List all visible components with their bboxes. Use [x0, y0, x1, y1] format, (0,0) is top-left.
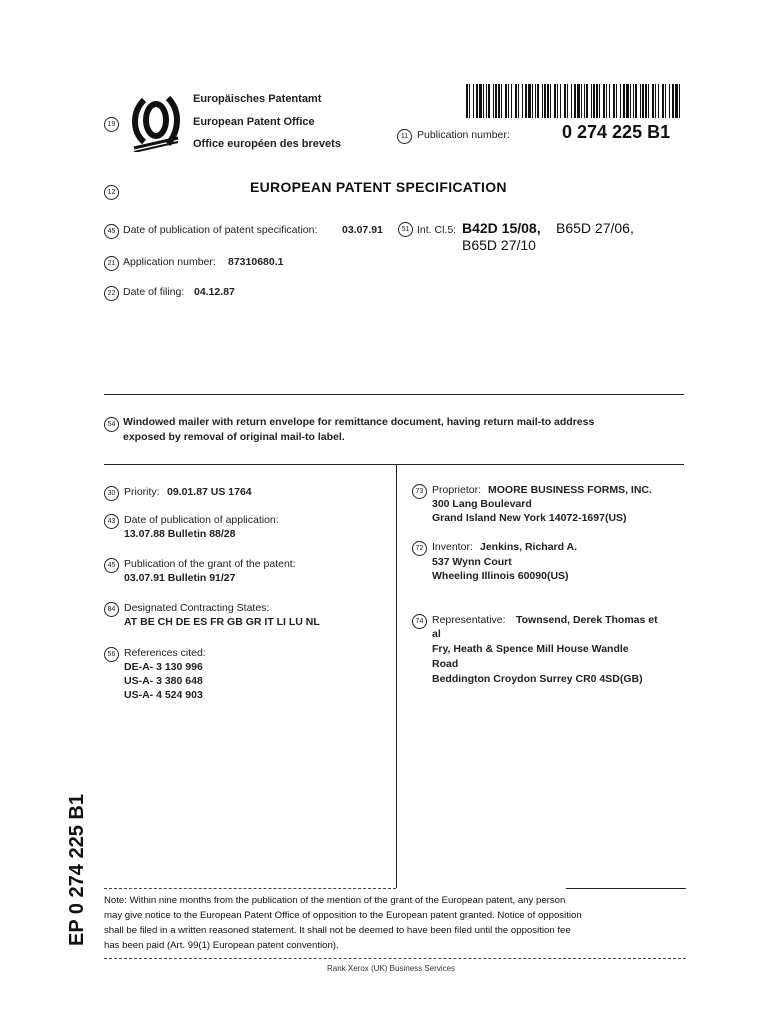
proprietor-address-1: 300 Lang Boulevard: [432, 498, 532, 510]
representative-address-1: Fry, Heath & Spence Mill House Wandle: [432, 643, 629, 655]
code-43-circle: 43: [104, 514, 119, 529]
footer-printer: Rank Xerox (UK) Business Services: [327, 964, 456, 973]
grant-label: Publication of the grant of the patent:: [124, 558, 296, 570]
code-73-circle: 73: [412, 484, 427, 499]
code-74-circle: 74: [412, 614, 427, 629]
barcode-bar: [469, 84, 470, 118]
filing-date: 04.12.87: [194, 286, 235, 298]
code-84-circle: 84: [104, 602, 119, 617]
barcode-bar: [466, 84, 468, 118]
proprietor-name: MOORE BUSINESS FORMS, INC.: [488, 484, 652, 496]
pub-date: 03.07.91: [342, 224, 383, 236]
note-rule-top-right: [566, 888, 686, 889]
representative-name-2: al: [432, 628, 441, 640]
pub-app-label: Date of publication of application:: [124, 514, 279, 526]
barcode-bar: [547, 84, 549, 118]
column-divider: [396, 464, 397, 888]
code-54-circle: 54: [104, 417, 119, 432]
barcode-bar: [476, 84, 478, 118]
note-rule-bottom: [104, 958, 686, 959]
code-21-circle: 21: [104, 256, 119, 271]
barcode-bar: [518, 84, 519, 118]
office-name-de: Europäisches Patentamt: [193, 93, 322, 105]
pub-date-label: Date of publication of patent specification:: [123, 224, 318, 236]
barcode-bar: [567, 84, 568, 118]
states-value: AT BE CH DE ES FR GB GR IT LI LU NL: [124, 616, 320, 628]
barcode-bar: [542, 84, 543, 118]
states-label: Designated Contracting States:: [124, 602, 270, 614]
barcode-bar: [606, 84, 607, 118]
barcode-bar: [626, 84, 629, 118]
barcode-bar: [642, 84, 644, 118]
pub-app-value: 13.07.88 Bulletin 88/28: [124, 528, 236, 540]
barcode-bar: [532, 84, 533, 118]
barcode-bar: [564, 84, 566, 118]
int-cl-main: B42D 15/08,: [462, 220, 541, 236]
barcode-bar: [655, 84, 656, 118]
code-19-circle: 19: [104, 117, 119, 132]
inventor-address-1: 537 Wynn Court: [432, 556, 512, 568]
barcode-bar: [479, 84, 482, 118]
barcode-bar: [571, 84, 572, 118]
barcode-bar: [586, 84, 588, 118]
code-72-circle: 72: [412, 541, 427, 556]
barcode-bar: [508, 84, 509, 118]
proprietor-address-2: Grand Island New York 14072-1697(US): [432, 512, 627, 524]
document-title: EUROPEAN PATENT SPECIFICATION: [250, 179, 507, 195]
invention-title-line1: Windowed mailer with return envelope for remittance document, having return mail-to address: [123, 416, 595, 428]
barcode-bar: [645, 84, 647, 118]
epo-logo: [130, 92, 182, 152]
representative-address-3: Beddington Croydon Surrey CR0 4SD(GB): [432, 673, 643, 685]
barcode-bar: [515, 84, 517, 118]
barcode-bar: [498, 84, 500, 118]
priority-label: Priority:: [124, 486, 160, 498]
inventor-label: Inventor:: [432, 541, 473, 553]
barcode-bar: [620, 84, 621, 118]
inventor-name: Jenkins, Richard A.: [480, 541, 578, 553]
publication-number-label: Publication number:: [417, 129, 510, 141]
barcode-bar: [662, 84, 664, 118]
barcode-bar: [616, 84, 617, 118]
barcode-bar: [554, 84, 556, 118]
invention-title-line2: exposed by removal of original mail-to label.: [123, 431, 345, 443]
filing-date-label: Date of filing:: [123, 286, 185, 298]
note-rule-top-left: [104, 888, 396, 889]
references-label: References cited:: [124, 647, 206, 659]
barcode-bar: [613, 84, 615, 118]
barcode-bar: [488, 84, 490, 118]
application-number-label: Application number:: [123, 256, 216, 268]
code-45b-circle: 45: [104, 558, 119, 573]
application-number: 87310680.1: [228, 256, 284, 268]
barcode-bar: [550, 84, 551, 118]
barcode-bar: [528, 84, 531, 118]
divider-mid: [104, 464, 684, 465]
int-cl-label: Int. Cl.5:: [417, 224, 457, 236]
barcode-bar: [473, 84, 474, 118]
proprietor-label: Proprietor:: [432, 484, 482, 496]
reference-3: US-A- 4 524 903: [124, 689, 203, 701]
code-12-circle: 12: [104, 185, 119, 200]
barcode-bar: [486, 84, 487, 118]
code-45-circle: 45: [104, 224, 119, 239]
barcode-bar: [501, 84, 502, 118]
barcode-bar: [537, 84, 539, 118]
inventor-address-2: Wheeling Illinois 60090(US): [432, 570, 569, 582]
barcode-bar: [596, 84, 598, 118]
reference-1: DE-A- 3 130 996: [124, 661, 203, 673]
barcode-bar: [577, 84, 580, 118]
barcode-bar: [599, 84, 600, 118]
barcode-bar: [544, 84, 546, 118]
barcode-bar: [609, 84, 610, 118]
barcode-bar: [581, 84, 582, 118]
note-line-1: Note: Within nine months from the publication of the mention of the grant of the European patent, any person: [104, 895, 566, 906]
barcode-bar: [593, 84, 595, 118]
barcode-bar: [535, 84, 536, 118]
barcode-bar: [495, 84, 497, 118]
barcode-bar: [675, 84, 678, 118]
code-11-circle: 11: [397, 129, 412, 144]
code-22-circle: 22: [104, 286, 119, 301]
code-51-circle: 51: [398, 222, 413, 237]
reference-2: US-A- 3 380 648: [124, 675, 203, 687]
barcode-bar: [505, 84, 507, 118]
barcode-bar: [525, 84, 527, 118]
barcode-bar: [658, 84, 659, 118]
publication-number: 0 274 225 B1: [562, 122, 671, 142]
office-name-fr: Office européen des brevets: [193, 138, 341, 150]
note-line-4: has been paid (Art. 99(1) European patent convention).: [104, 940, 339, 951]
barcode-bar: [522, 84, 523, 118]
divider-top: [104, 394, 684, 395]
barcode-bar: [560, 84, 561, 118]
barcode-bar: [574, 84, 576, 118]
office-name-en: European Patent Office: [193, 116, 315, 128]
note-line-2: may give notice to the European Patent Office of opposition to the European patent granted. Notice of opposition: [104, 910, 582, 921]
grant-value: 03.07.91 Bulletin 91/27: [124, 572, 236, 584]
int-cl-rest2: B65D 27/10: [462, 237, 536, 253]
barcode-bar: [557, 84, 558, 118]
barcode-bar: [623, 84, 625, 118]
barcode-bar: [603, 84, 605, 118]
barcode-bar: [493, 84, 494, 118]
barcode-bar: [665, 84, 666, 118]
barcode-bar: [679, 84, 680, 118]
barcode-bar: [591, 84, 592, 118]
barcode-bar: [640, 84, 641, 118]
representative-label: Representative:: [432, 614, 506, 626]
barcode-bar: [669, 84, 670, 118]
barcode-bar: [652, 84, 654, 118]
barcode-bar: [635, 84, 637, 118]
representative-address-2: Road: [432, 658, 459, 670]
barcode-bar: [511, 84, 512, 118]
barcode-bar: [648, 84, 649, 118]
representative-name: Townsend, Derek Thomas et: [516, 614, 658, 626]
side-publication-number: EP 0 274 225 B1: [66, 794, 88, 946]
code-30-circle: 30: [104, 486, 119, 501]
priority-value: 09.01.87 US 1764: [167, 486, 252, 498]
int-cl-rest1: B65D 27/06,: [556, 220, 634, 236]
barcode-bar: [483, 84, 484, 118]
barcode-bar: [630, 84, 631, 118]
barcode-bar: [584, 84, 585, 118]
barcode-bar: [633, 84, 634, 118]
code-56-circle: 56: [104, 647, 119, 662]
barcode-bar: [672, 84, 674, 118]
barcode: [466, 84, 682, 118]
note-line-3: shall be filed in a written reasoned statement. It shall not be deemed to have been filed until the opposition fee: [104, 925, 571, 936]
